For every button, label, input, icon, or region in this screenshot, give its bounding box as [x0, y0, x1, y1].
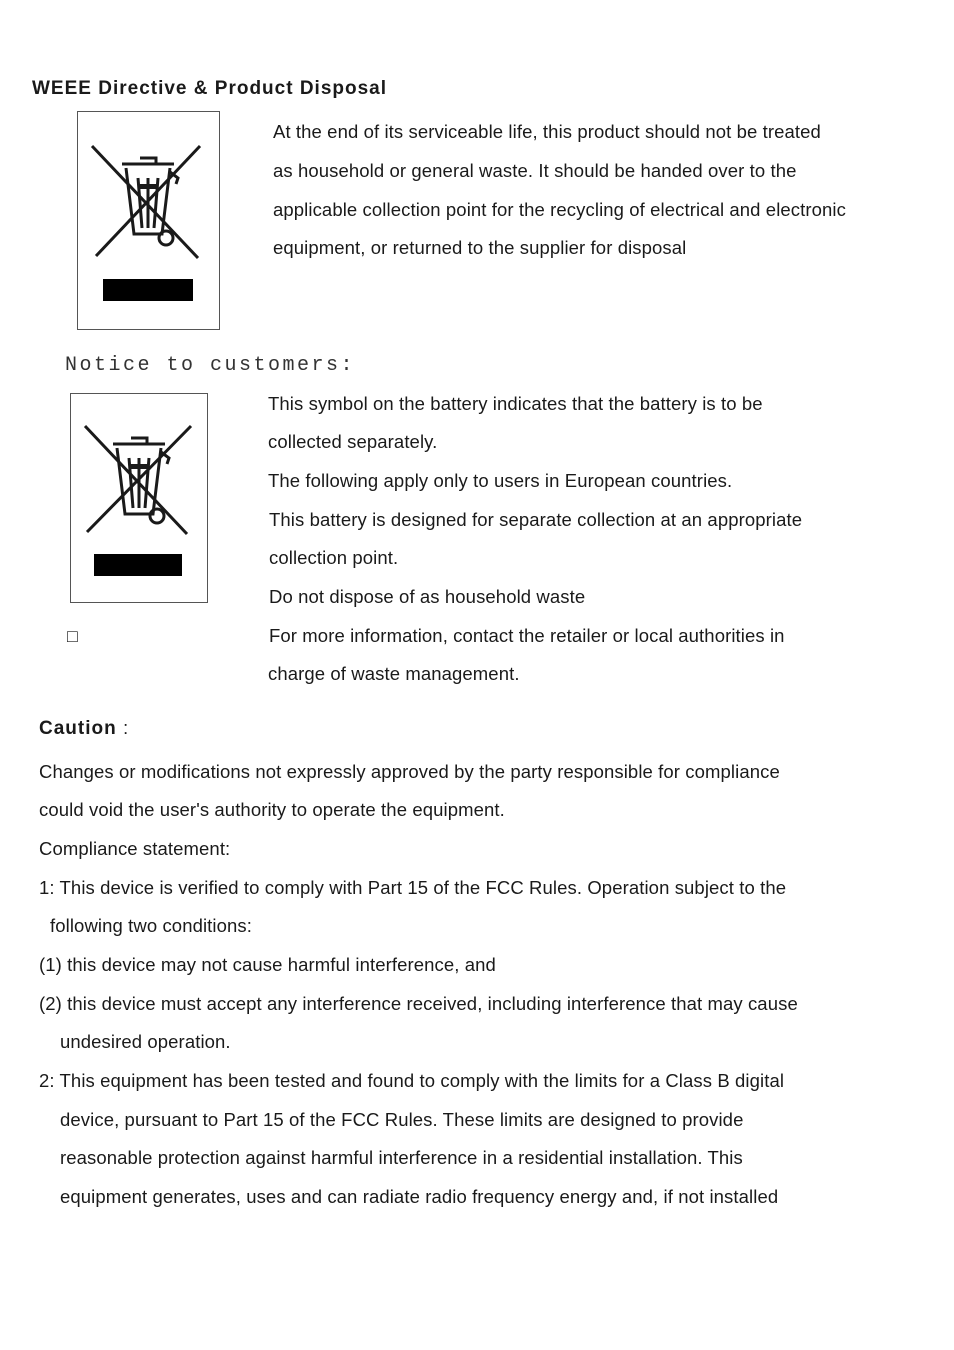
- caution-line-3: Compliance statement:: [39, 838, 231, 859]
- caution-line-12: equipment generates, uses and can radiate radio frequency energy and, if not installed: [60, 1186, 779, 1207]
- notice-line-7: For more information, contact the retailer or local authorities in: [269, 625, 785, 646]
- notice-line-4: This battery is designed for separate collection at an appropriate: [269, 509, 803, 530]
- notice-heading: Notice to customers:: [65, 354, 356, 377]
- caution-heading-row: [39, 718, 128, 740]
- caution-colon: :: [123, 718, 129, 738]
- caution-line-2: could void the user's authority to operate the equipment.: [39, 799, 505, 820]
- caution-line-4: 1: This device is verified to comply with Part 15 of the FCC Rules. Operation subject to the: [39, 877, 787, 898]
- battery-symbol: [70, 393, 208, 603]
- weee-symbol: [77, 111, 220, 330]
- crossed-out-wheelie-bin-icon: [71, 394, 207, 602]
- notice-line-2: collected separately.: [268, 431, 438, 452]
- weee-line-1: At the end of its serviceable life, this product should not be treated: [273, 121, 821, 142]
- weee-line-2: as household or general waste. It should be handed over to the: [273, 160, 797, 181]
- weee-line-4: equipment, or returned to the supplier for disposal: [273, 237, 687, 258]
- notice-line-1: This symbol on the battery indicates that the battery is to be: [268, 393, 763, 414]
- weee-line-3: applicable collection point for the recycling of electrical and electronic: [273, 199, 846, 220]
- notice-line-5: collection point.: [269, 547, 399, 568]
- notice-line-8: charge of waste management.: [268, 663, 520, 684]
- notice-bullet-box: □: [67, 626, 78, 646]
- caution-line-1: Changes or modifications not expressly approved by the party responsible for compliance: [39, 761, 780, 782]
- caution-line-8: undesired operation.: [60, 1031, 231, 1052]
- caution-line-11: reasonable protection against harmful interference in a residential installation. This: [60, 1147, 743, 1168]
- caution-heading: Caution: [39, 718, 117, 739]
- notice-line-3: The following apply only to users in European countries.: [268, 470, 733, 491]
- caution-line-9: 2: This equipment has been tested and found to comply with the limits for a Class B digital: [39, 1070, 785, 1091]
- weee-heading: WEEE Directive & Product Disposal: [32, 78, 388, 99]
- caution-line-10: device, pursuant to Part 15 of the FCC Rules. These limits are designed to provide: [60, 1109, 744, 1130]
- caution-line-5: following two conditions:: [50, 915, 252, 936]
- notice-line-6: Do not dispose of as household waste: [269, 586, 586, 607]
- caution-line-7: (2) this device must accept any interference received, including interference that may cause: [39, 993, 798, 1014]
- crossed-out-wheelie-bin-icon: [78, 112, 219, 329]
- caution-line-6: (1) this device may not cause harmful interference, and: [39, 954, 496, 975]
